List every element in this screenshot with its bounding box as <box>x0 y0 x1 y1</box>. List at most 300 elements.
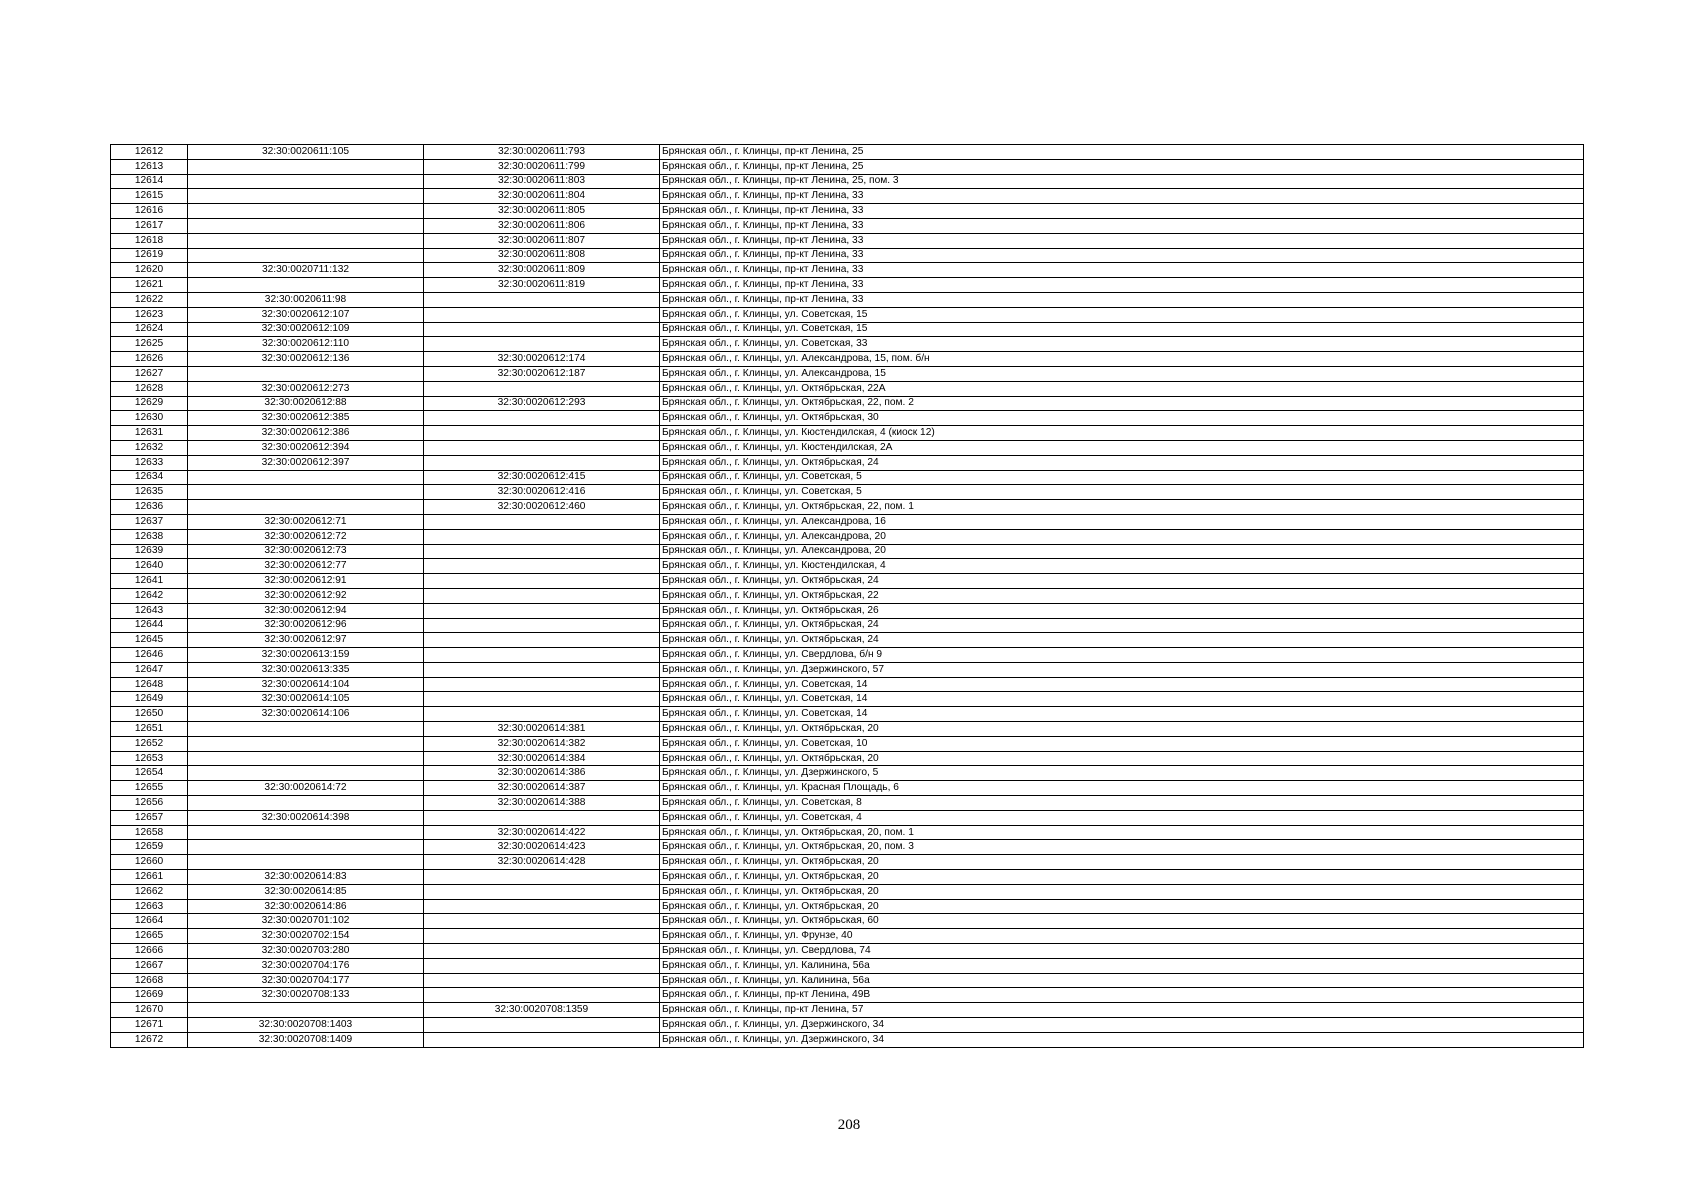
table-row <box>111 218 1584 233</box>
cadastral-number-cell: 32:30:0020612:72 <box>188 529 424 544</box>
address-cell: Брянская обл., г. Клинцы, ул. Октябрьская, 24 <box>660 574 1584 589</box>
address-cell: Брянская обл., г. Клинцы, ул. Октябрьская, 60 <box>660 914 1584 929</box>
row-number-cell: 12658 <box>111 825 188 840</box>
table-row <box>111 544 1584 559</box>
address-cell: Брянская обл., г. Клинцы, ул. Советская, 14 <box>660 692 1584 707</box>
row-number-cell: 12668 <box>111 973 188 988</box>
cadastral-number-cell: 32:30:0020612:71 <box>188 514 424 529</box>
row-number-cell: 12661 <box>111 870 188 885</box>
table-row <box>111 278 1584 293</box>
row-number-cell: 12625 <box>111 337 188 352</box>
row-number-cell: 12665 <box>111 929 188 944</box>
row-number-cell: 12662 <box>111 884 188 899</box>
address-cell: Брянская обл., г. Клинцы, ул. Октябрьская, 22А <box>660 381 1584 396</box>
building-cadastral-number-cell: 32:30:0020614:382 <box>424 736 660 751</box>
address-cell: Брянская обл., г. Клинцы, ул. Советская, 15 <box>660 307 1584 322</box>
row-number-cell: 12671 <box>111 1018 188 1033</box>
table-row <box>111 233 1584 248</box>
address-cell: Брянская обл., г. Клинцы, ул. Дзержинского, 57 <box>660 662 1584 677</box>
address-cell: Брянская обл., г. Клинцы, ул. Советская, 14 <box>660 677 1584 692</box>
address-cell: Брянская обл., г. Клинцы, пр-кт Ленина, 33 <box>660 292 1584 307</box>
building-cadastral-number-cell <box>424 988 660 1003</box>
cadastral-number-cell: 32:30:0020612:109 <box>188 322 424 337</box>
cadastral-number-cell: 32:30:0020701:102 <box>188 914 424 929</box>
row-number-cell: 12631 <box>111 426 188 441</box>
building-cadastral-number-cell <box>424 514 660 529</box>
address-cell: Брянская обл., г. Клинцы, ул. Октябрьская, 24 <box>660 633 1584 648</box>
building-cadastral-number-cell: 32:30:0020611:806 <box>424 218 660 233</box>
cadastral-number-cell <box>188 1003 424 1018</box>
cadastral-number-cell <box>188 189 424 204</box>
building-cadastral-number-cell <box>424 914 660 929</box>
cadastral-number-cell: 32:30:0020612:91 <box>188 574 424 589</box>
address-cell: Брянская обл., г. Клинцы, пр-кт Ленина, 33 <box>660 263 1584 278</box>
address-cell: Брянская обл., г. Клинцы, ул. Октябрьская, 20 <box>660 855 1584 870</box>
building-cadastral-number-cell: 32:30:0020611:804 <box>424 189 660 204</box>
building-cadastral-number-cell <box>424 292 660 307</box>
row-number-cell: 12663 <box>111 899 188 914</box>
address-cell: Брянская обл., г. Клинцы, ул. Кюстендилская, 2А <box>660 440 1584 455</box>
address-cell: Брянская обл., г. Клинцы, ул. Октябрьская, 22, пом. 2 <box>660 396 1584 411</box>
address-cell: Брянская обл., г. Клинцы, пр-кт Ленина, 25, пом. 3 <box>660 174 1584 189</box>
row-number-cell: 12617 <box>111 218 188 233</box>
address-cell: Брянская обл., г. Клинцы, ул. Калинина, 56а <box>660 973 1584 988</box>
building-cadastral-number-cell: 32:30:0020612:416 <box>424 485 660 500</box>
table-row <box>111 292 1584 307</box>
cadastral-number-cell <box>188 840 424 855</box>
row-number-cell: 12619 <box>111 248 188 263</box>
address-cell: Брянская обл., г. Клинцы, ул. Александрова, 15 <box>660 366 1584 381</box>
row-number-cell: 12614 <box>111 174 188 189</box>
row-number-cell: 12651 <box>111 722 188 737</box>
table-row <box>111 411 1584 426</box>
building-cadastral-number-cell <box>424 455 660 470</box>
building-cadastral-number-cell <box>424 662 660 677</box>
cadastral-number-cell: 32:30:0020612:96 <box>188 618 424 633</box>
building-cadastral-number-cell <box>424 899 660 914</box>
cadastral-number-cell: 32:30:0020614:106 <box>188 707 424 722</box>
table-row <box>111 870 1584 885</box>
table-row <box>111 648 1584 663</box>
row-number-cell: 12645 <box>111 633 188 648</box>
building-cadastral-number-cell: 32:30:0020614:422 <box>424 825 660 840</box>
cadastral-number-cell <box>188 218 424 233</box>
table-row <box>111 840 1584 855</box>
address-cell: Брянская обл., г. Клинцы, ул. Октябрьская, 26 <box>660 603 1584 618</box>
building-cadastral-number-cell <box>424 633 660 648</box>
address-cell: Брянская обл., г. Клинцы, ул. Советская, 33 <box>660 337 1584 352</box>
cadastral-number-cell: 32:30:0020612:97 <box>188 633 424 648</box>
table-row <box>111 263 1584 278</box>
cadastral-number-cell: 32:30:0020704:177 <box>188 973 424 988</box>
address-cell: Брянская обл., г. Клинцы, пр-кт Ленина, 33 <box>660 248 1584 263</box>
table-row <box>111 174 1584 189</box>
building-cadastral-number-cell: 32:30:0020708:1359 <box>424 1003 660 1018</box>
table-row <box>111 204 1584 219</box>
table-row <box>111 145 1584 160</box>
table-row <box>111 352 1584 367</box>
row-number-cell: 12613 <box>111 159 188 174</box>
address-cell: Брянская обл., г. Клинцы, пр-кт Ленина, 33 <box>660 278 1584 293</box>
row-number-cell: 12649 <box>111 692 188 707</box>
cadastral-number-cell: 32:30:0020614:86 <box>188 899 424 914</box>
cadastral-number-cell <box>188 278 424 293</box>
building-cadastral-number-cell <box>424 559 660 574</box>
building-cadastral-number-cell: 32:30:0020611:808 <box>424 248 660 263</box>
table-row <box>111 736 1584 751</box>
building-cadastral-number-cell <box>424 677 660 692</box>
cadastral-number-cell: 32:30:0020702:154 <box>188 929 424 944</box>
table-row <box>111 574 1584 589</box>
cadastral-number-cell <box>188 174 424 189</box>
table-row <box>111 944 1584 959</box>
table-row <box>111 426 1584 441</box>
building-cadastral-number-cell <box>424 870 660 885</box>
row-number-cell: 12654 <box>111 766 188 781</box>
address-cell: Брянская обл., г. Клинцы, ул. Александрова, 20 <box>660 544 1584 559</box>
table-row <box>111 751 1584 766</box>
building-cadastral-number-cell <box>424 1018 660 1033</box>
building-cadastral-number-cell <box>424 426 660 441</box>
cadastral-number-cell: 32:30:0020614:105 <box>188 692 424 707</box>
row-number-cell: 12632 <box>111 440 188 455</box>
building-cadastral-number-cell <box>424 648 660 663</box>
address-cell: Брянская обл., г. Клинцы, пр-кт Ленина, 33 <box>660 189 1584 204</box>
row-number-cell: 12633 <box>111 455 188 470</box>
address-cell: Брянская обл., г. Клинцы, пр-кт Ленина, 33 <box>660 204 1584 219</box>
address-cell: Брянская обл., г. Клинцы, ул. Октябрьская, 20 <box>660 870 1584 885</box>
cadastral-number-cell: 32:30:0020612:77 <box>188 559 424 574</box>
property-table <box>110 144 1584 1048</box>
address-cell: Брянская обл., г. Клинцы, ул. Дзержинского, 5 <box>660 766 1584 781</box>
table-body <box>111 145 1584 1048</box>
cadastral-number-cell <box>188 855 424 870</box>
address-cell: Брянская обл., г. Клинцы, ул. Калинина, 56а <box>660 958 1584 973</box>
cadastral-number-cell: 32:30:0020614:72 <box>188 781 424 796</box>
building-cadastral-number-cell <box>424 884 660 899</box>
building-cadastral-number-cell <box>424 810 660 825</box>
row-number-cell: 12642 <box>111 588 188 603</box>
table-row <box>111 307 1584 322</box>
cadastral-number-cell: 32:30:0020708:1409 <box>188 1032 424 1047</box>
address-cell: Брянская обл., г. Клинцы, ул. Кюстендилская, 4 (киоск 12) <box>660 426 1584 441</box>
cadastral-number-cell: 32:30:0020612:273 <box>188 381 424 396</box>
building-cadastral-number-cell: 32:30:0020612:415 <box>424 470 660 485</box>
cadastral-number-cell <box>188 366 424 381</box>
table-row <box>111 825 1584 840</box>
cadastral-number-cell <box>188 722 424 737</box>
address-cell: Брянская обл., г. Клинцы, ул. Советская, 5 <box>660 485 1584 500</box>
address-cell: Брянская обл., г. Клинцы, ул. Александрова, 16 <box>660 514 1584 529</box>
address-cell: Брянская обл., г. Клинцы, ул. Александрова, 15, пом. б/н <box>660 352 1584 367</box>
address-cell: Брянская обл., г. Клинцы, пр-кт Ленина, 25 <box>660 159 1584 174</box>
row-number-cell: 12648 <box>111 677 188 692</box>
table-row <box>111 766 1584 781</box>
row-number-cell: 12623 <box>111 307 188 322</box>
address-cell: Брянская обл., г. Клинцы, ул. Советская, 10 <box>660 736 1584 751</box>
row-number-cell: 12667 <box>111 958 188 973</box>
address-cell: Брянская обл., г. Клинцы, ул. Советская, 8 <box>660 796 1584 811</box>
address-cell: Брянская обл., г. Клинцы, ул. Дзержинского, 34 <box>660 1018 1584 1033</box>
address-cell: Брянская обл., г. Клинцы, ул. Дзержинского, 34 <box>660 1032 1584 1047</box>
row-number-cell: 12621 <box>111 278 188 293</box>
address-cell: Брянская обл., г. Клинцы, ул. Октябрьская, 24 <box>660 455 1584 470</box>
table-row <box>111 1018 1584 1033</box>
address-cell: Брянская обл., г. Клинцы, ул. Октябрьская, 22, пом. 1 <box>660 500 1584 515</box>
table-row <box>111 914 1584 929</box>
table-row <box>111 381 1584 396</box>
table-row <box>111 514 1584 529</box>
row-number-cell: 12630 <box>111 411 188 426</box>
row-number-cell: 12640 <box>111 559 188 574</box>
cadastral-number-cell <box>188 470 424 485</box>
row-number-cell: 12637 <box>111 514 188 529</box>
cadastral-number-cell: 32:30:0020612:92 <box>188 588 424 603</box>
row-number-cell: 12646 <box>111 648 188 663</box>
cadastral-number-cell: 32:30:0020711:132 <box>188 263 424 278</box>
address-cell: Брянская обл., г. Клинцы, ул. Александрова, 20 <box>660 529 1584 544</box>
building-cadastral-number-cell <box>424 337 660 352</box>
building-cadastral-number-cell: 32:30:0020614:384 <box>424 751 660 766</box>
table-row <box>111 929 1584 944</box>
cadastral-number-cell: 32:30:0020611:105 <box>188 145 424 160</box>
cadastral-number-cell: 32:30:0020614:398 <box>188 810 424 825</box>
row-number-cell: 12655 <box>111 781 188 796</box>
table-row <box>111 455 1584 470</box>
table-row <box>111 485 1584 500</box>
table-row <box>111 677 1584 692</box>
row-number-cell: 12618 <box>111 233 188 248</box>
row-number-cell: 12622 <box>111 292 188 307</box>
address-cell: Брянская обл., г. Клинцы, ул. Октябрьская, 22 <box>660 588 1584 603</box>
building-cadastral-number-cell: 32:30:0020614:428 <box>424 855 660 870</box>
table-row <box>111 500 1584 515</box>
cadastral-number-cell: 32:30:0020612:386 <box>188 426 424 441</box>
table-row <box>111 707 1584 722</box>
address-cell: Брянская обл., г. Клинцы, пр-кт Ленина, 33 <box>660 233 1584 248</box>
row-number-cell: 12653 <box>111 751 188 766</box>
row-number-cell: 12615 <box>111 189 188 204</box>
building-cadastral-number-cell: 32:30:0020612:460 <box>424 500 660 515</box>
cadastral-number-cell: 32:30:0020612:73 <box>188 544 424 559</box>
building-cadastral-number-cell <box>424 618 660 633</box>
table-row <box>111 781 1584 796</box>
row-number-cell: 12634 <box>111 470 188 485</box>
building-cadastral-number-cell <box>424 411 660 426</box>
address-cell: Брянская обл., г. Клинцы, ул. Свердлова, б/н 9 <box>660 648 1584 663</box>
cadastral-number-cell <box>188 825 424 840</box>
cadastral-number-cell <box>188 736 424 751</box>
table-row <box>111 396 1584 411</box>
table-row <box>111 618 1584 633</box>
row-number-cell: 12641 <box>111 574 188 589</box>
cadastral-number-cell <box>188 766 424 781</box>
building-cadastral-number-cell <box>424 307 660 322</box>
row-number-cell: 12659 <box>111 840 188 855</box>
row-number-cell: 12656 <box>111 796 188 811</box>
building-cadastral-number-cell <box>424 944 660 959</box>
row-number-cell: 12612 <box>111 145 188 160</box>
row-number-cell: 12636 <box>111 500 188 515</box>
table-row <box>111 633 1584 648</box>
cadastral-number-cell: 32:30:0020614:83 <box>188 870 424 885</box>
row-number-cell: 12635 <box>111 485 188 500</box>
row-number-cell: 12629 <box>111 396 188 411</box>
row-number-cell: 12647 <box>111 662 188 677</box>
building-cadastral-number-cell: 32:30:0020611:807 <box>424 233 660 248</box>
building-cadastral-number-cell <box>424 588 660 603</box>
row-number-cell: 12624 <box>111 322 188 337</box>
cadastral-number-cell: 32:30:0020611:98 <box>188 292 424 307</box>
building-cadastral-number-cell <box>424 322 660 337</box>
address-cell: Брянская обл., г. Клинцы, ул. Советская, 15 <box>660 322 1584 337</box>
table-row <box>111 559 1584 574</box>
building-cadastral-number-cell: 32:30:0020614:386 <box>424 766 660 781</box>
table-row <box>111 899 1584 914</box>
row-number-cell: 12638 <box>111 529 188 544</box>
row-number-cell: 12670 <box>111 1003 188 1018</box>
table-row <box>111 988 1584 1003</box>
address-cell: Брянская обл., г. Клинцы, ул. Октябрьская, 20, пом. 3 <box>660 840 1584 855</box>
building-cadastral-number-cell: 32:30:0020612:174 <box>424 352 660 367</box>
table-row <box>111 588 1584 603</box>
address-cell: Брянская обл., г. Клинцы, ул. Октябрьская, 30 <box>660 411 1584 426</box>
cadastral-number-cell <box>188 485 424 500</box>
address-cell: Брянская обл., г. Клинцы, ул. Октябрьская, 20, пом. 1 <box>660 825 1584 840</box>
address-cell: Брянская обл., г. Клинцы, пр-кт Ленина, 49В <box>660 988 1584 1003</box>
building-cadastral-number-cell <box>424 574 660 589</box>
row-number-cell: 12639 <box>111 544 188 559</box>
cadastral-number-cell <box>188 233 424 248</box>
row-number-cell: 12650 <box>111 707 188 722</box>
building-cadastral-number-cell <box>424 603 660 618</box>
cadastral-number-cell <box>188 248 424 263</box>
address-cell: Брянская обл., г. Клинцы, ул. Красная Площадь, 6 <box>660 781 1584 796</box>
building-cadastral-number-cell <box>424 958 660 973</box>
cadastral-number-cell: 32:30:0020612:385 <box>188 411 424 426</box>
cadastral-number-cell: 32:30:0020613:159 <box>188 648 424 663</box>
cadastral-number-cell: 32:30:0020703:280 <box>188 944 424 959</box>
table-row <box>111 470 1584 485</box>
address-cell: Брянская обл., г. Клинцы, ул. Фрунзе, 40 <box>660 929 1584 944</box>
address-cell: Брянская обл., г. Клинцы, ул. Кюстендилская, 4 <box>660 559 1584 574</box>
cadastral-number-cell <box>188 159 424 174</box>
building-cadastral-number-cell: 32:30:0020614:381 <box>424 722 660 737</box>
building-cadastral-number-cell: 32:30:0020614:387 <box>424 781 660 796</box>
table-row <box>111 189 1584 204</box>
table-row <box>111 692 1584 707</box>
address-cell: Брянская обл., г. Клинцы, ул. Октябрьская, 20 <box>660 722 1584 737</box>
building-cadastral-number-cell <box>424 973 660 988</box>
cadastral-number-cell: 32:30:0020612:107 <box>188 307 424 322</box>
building-cadastral-number-cell: 32:30:0020614:423 <box>424 840 660 855</box>
building-cadastral-number-cell <box>424 544 660 559</box>
cadastral-number-cell: 32:30:0020708:133 <box>188 988 424 1003</box>
table-row <box>111 722 1584 737</box>
address-cell: Брянская обл., г. Клинцы, пр-кт Ленина, 33 <box>660 218 1584 233</box>
row-number-cell: 12626 <box>111 352 188 367</box>
row-number-cell: 12660 <box>111 855 188 870</box>
building-cadastral-number-cell: 32:30:0020612:293 <box>424 396 660 411</box>
table-row <box>111 529 1584 544</box>
row-number-cell: 12672 <box>111 1032 188 1047</box>
address-cell: Брянская обл., г. Клинцы, пр-кт Ленина, 57 <box>660 1003 1584 1018</box>
building-cadastral-number-cell: 32:30:0020611:793 <box>424 145 660 160</box>
address-cell: Брянская обл., г. Клинцы, ул. Советская, 4 <box>660 810 1584 825</box>
building-cadastral-number-cell <box>424 1032 660 1047</box>
page-number: 208 <box>837 1117 861 1133</box>
table-row <box>111 810 1584 825</box>
row-number-cell: 12627 <box>111 366 188 381</box>
address-cell: Брянская обл., г. Клинцы, ул. Октябрьская, 20 <box>660 899 1584 914</box>
building-cadastral-number-cell <box>424 929 660 944</box>
building-cadastral-number-cell <box>424 381 660 396</box>
table-row <box>111 366 1584 381</box>
table-row <box>111 855 1584 870</box>
address-cell: Брянская обл., г. Клинцы, пр-кт Ленина, 25 <box>660 145 1584 160</box>
row-number-cell: 12643 <box>111 603 188 618</box>
building-cadastral-number-cell: 32:30:0020611:799 <box>424 159 660 174</box>
table-row <box>111 322 1584 337</box>
table-row <box>111 884 1584 899</box>
building-cadastral-number-cell <box>424 692 660 707</box>
cadastral-number-cell <box>188 751 424 766</box>
building-cadastral-number-cell: 32:30:0020611:803 <box>424 174 660 189</box>
address-cell: Брянская обл., г. Клинцы, ул. Октябрьская, 20 <box>660 751 1584 766</box>
building-cadastral-number-cell: 32:30:0020611:805 <box>424 204 660 219</box>
building-cadastral-number-cell: 32:30:0020611:809 <box>424 263 660 278</box>
building-cadastral-number-cell <box>424 440 660 455</box>
cadastral-number-cell: 32:30:0020612:394 <box>188 440 424 455</box>
row-number-cell: 12664 <box>111 914 188 929</box>
building-cadastral-number-cell: 32:30:0020614:388 <box>424 796 660 811</box>
address-cell: Брянская обл., г. Клинцы, ул. Октябрьская, 20 <box>660 884 1584 899</box>
address-cell: Брянская обл., г. Клинцы, ул. Советская, 14 <box>660 707 1584 722</box>
table-row <box>111 973 1584 988</box>
cadastral-number-cell <box>188 500 424 515</box>
cadastral-number-cell: 32:30:0020612:88 <box>188 396 424 411</box>
table-row <box>111 662 1584 677</box>
row-number-cell: 12620 <box>111 263 188 278</box>
cadastral-number-cell: 32:30:0020613:335 <box>188 662 424 677</box>
address-cell: Брянская обл., г. Клинцы, ул. Свердлова, 74 <box>660 944 1584 959</box>
cadastral-number-cell: 32:30:0020614:104 <box>188 677 424 692</box>
building-cadastral-number-cell <box>424 707 660 722</box>
table-row <box>111 337 1584 352</box>
cadastral-number-cell: 32:30:0020612:110 <box>188 337 424 352</box>
address-cell: Брянская обл., г. Клинцы, ул. Советская, 5 <box>660 470 1584 485</box>
row-number-cell: 12669 <box>111 988 188 1003</box>
table-row <box>111 1003 1584 1018</box>
building-cadastral-number-cell: 32:30:0020612:187 <box>424 366 660 381</box>
table-row <box>111 796 1584 811</box>
row-number-cell: 12657 <box>111 810 188 825</box>
cadastral-number-cell: 32:30:0020612:136 <box>188 352 424 367</box>
table-row <box>111 248 1584 263</box>
table-row <box>111 159 1584 174</box>
table-row <box>111 440 1584 455</box>
cadastral-number-cell: 32:30:0020708:1403 <box>188 1018 424 1033</box>
cadastral-number-cell: 32:30:0020612:94 <box>188 603 424 618</box>
row-number-cell: 12652 <box>111 736 188 751</box>
table-row <box>111 603 1584 618</box>
table-row <box>111 958 1584 973</box>
cadastral-number-cell <box>188 204 424 219</box>
cadastral-number-cell: 32:30:0020614:85 <box>188 884 424 899</box>
cadastral-number-cell: 32:30:0020612:397 <box>188 455 424 470</box>
building-cadastral-number-cell <box>424 529 660 544</box>
cadastral-number-cell: 32:30:0020704:176 <box>188 958 424 973</box>
